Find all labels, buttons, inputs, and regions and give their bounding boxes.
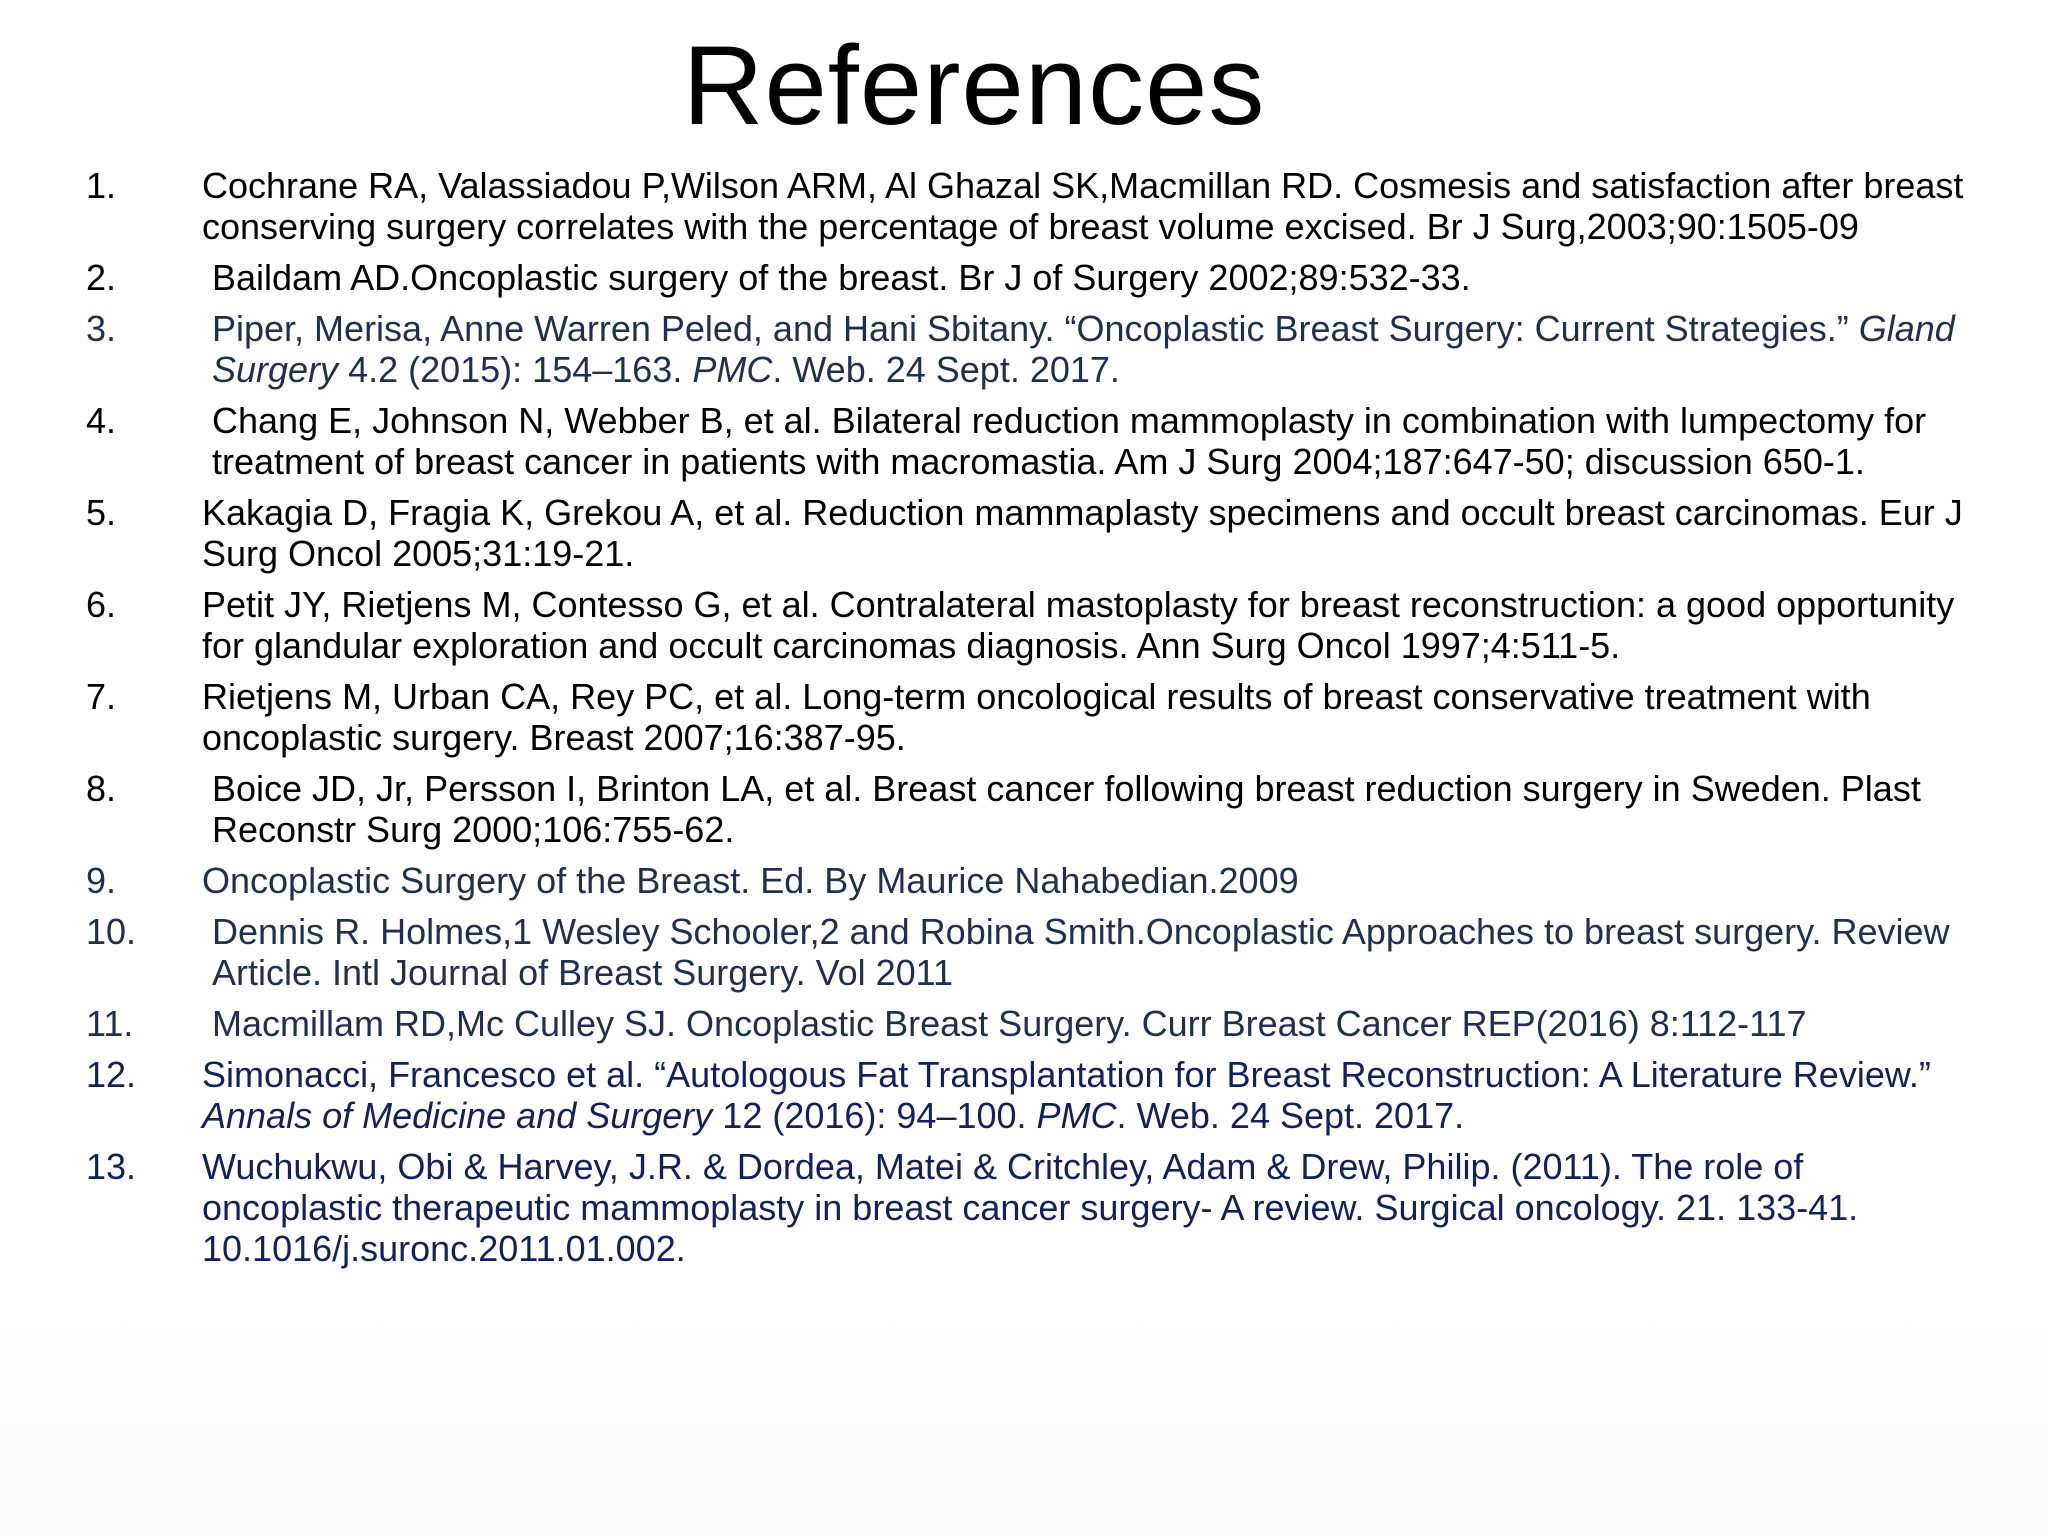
reference-number: 9. — [86, 860, 117, 901]
reference-number: 7. — [86, 676, 117, 717]
reference-item — [86, 584, 1966, 666]
reference-number: 6. — [86, 584, 117, 625]
database-name: PMC — [692, 349, 773, 390]
reference-list — [86, 165, 1966, 1279]
reference-item — [86, 1146, 1966, 1269]
database-name: PMC — [1036, 1095, 1117, 1136]
journal-title: Annals of Medicine and Surgery — [202, 1095, 713, 1136]
reference-item — [86, 676, 1966, 758]
reference-item — [86, 1054, 1966, 1136]
reference-number: 8. — [86, 768, 117, 809]
reference-number: 5. — [86, 492, 117, 533]
reference-text-part: Simonacci, Francesco et al. “Autologous Fat Transplantation for Breast Reconstruction: A Literature Review.” — [202, 1054, 1931, 1095]
reference-text-part: . Web. 24 Sept. 2017. — [1116, 1095, 1465, 1136]
reference-item — [86, 768, 1966, 850]
journal-title: Gland Surgery — [212, 308, 1955, 390]
reference-item — [86, 492, 1966, 574]
reference-text: Chang E, Johnson N, Webber B, et al. Bilateral reduction mammoplasty in combination with lumpectomy for treatment of breast cancer in patients with macromastia. Am J Surg 2004;187:647-50; discussion 650-1. — [212, 400, 1927, 482]
reference-item — [86, 400, 1966, 482]
reference-number: 13. — [86, 1146, 137, 1187]
reference-number: 12. — [86, 1054, 137, 1095]
reference-text: Baildam AD.Oncoplastic surgery of the breast. Br J of Surgery 2002;89:532-33. — [212, 257, 1471, 298]
reference-text: Kakagia D, Fragia K, Grekou A, et al. Reduction mammaplasty specimens and occult breast carcinomas. Eur J Surg Oncol 2005;31:19-21. — [202, 492, 1963, 574]
reference-number: 10. — [86, 911, 137, 952]
reference-item — [86, 860, 1966, 901]
reference-text: Wuchukwu, Obi & Harvey, J.R. & Dordea, Matei & Critchley, Adam & Drew, Philip. (2011). The role of oncoplastic therapeutic mammoplasty in breast cancer surgery- A review. Surgical oncology. 21. 133-41. 10.1016/j.suronc.2011.01.002. — [202, 1146, 1859, 1269]
reference-text-part: Piper, Merisa, Anne Warren Peled, and Hani Sbitany. “Oncoplastic Breast Surgery: Current Strategies.” — [212, 308, 1859, 349]
reference-text: Macmillam RD,Mc Culley SJ. Oncoplastic Breast Surgery. Curr Breast Cancer REP(2016) 8:112-117 — [212, 1003, 1807, 1044]
reference-item — [86, 308, 1966, 390]
reference-item — [86, 911, 1966, 993]
reference-item — [86, 257, 1966, 298]
reference-number: 2. — [86, 257, 117, 298]
reference-item — [86, 165, 1966, 247]
reference-text-part: . Web. 24 Sept. 2017. — [772, 349, 1120, 390]
slide-title: References — [682, 23, 1266, 148]
reference-text: Rietjens M, Urban CA, Rey PC, et al. Long-term oncological results of breast conservative treatment with oncoplastic surgery. Breast 2007;16:387-95. — [202, 676, 1871, 758]
reference-number: 11. — [86, 1003, 134, 1044]
reference-text-part: 4.2 (2015): 154–163. — [338, 349, 693, 390]
reference-text: Boice JD, Jr, Persson I, Brinton LA, et al. Breast cancer following breast reduction surgery in Sweden. Plast Reconstr Surg 2000;106:755-62. — [212, 768, 1921, 850]
reference-text: Dennis R. Holmes,1 Wesley Schooler,2 and Robina Smith.Oncoplastic Approaches to breast surgery. Review Article. Intl Journal of Breast Surgery. Vol 2011 — [212, 911, 1950, 993]
reference-text: Petit JY, Rietjens M, Contesso G, et al. Contralateral mastoplasty for breast reconstruction: a good opportunity for glandular exploration and occult carcinomas diagnosis. Ann Surg Oncol 1997;4:511-5. — [202, 584, 1955, 666]
reference-number: 1. — [86, 165, 117, 206]
reference-text — [202, 308, 1966, 390]
reference-text — [202, 1054, 1966, 1136]
reference-text-part: 12 (2016): 94–100. — [712, 1095, 1037, 1136]
reference-number: 3. — [86, 308, 117, 349]
reference-item — [86, 1003, 1966, 1044]
reference-number: 4. — [86, 400, 117, 441]
reference-text: Cochrane RA, Valassiadou P,Wilson ARM, Al Ghazal SK,Macmillan RD. Cosmesis and satisfaction after breast conserving surgery correlates with the percentage of breast volume excised. Br J Surg,2003;90:1505-09 — [202, 165, 1964, 247]
reference-text: Oncoplastic Surgery of the Breast. Ed. By Maurice Nahabedian.2009 — [202, 860, 1299, 901]
